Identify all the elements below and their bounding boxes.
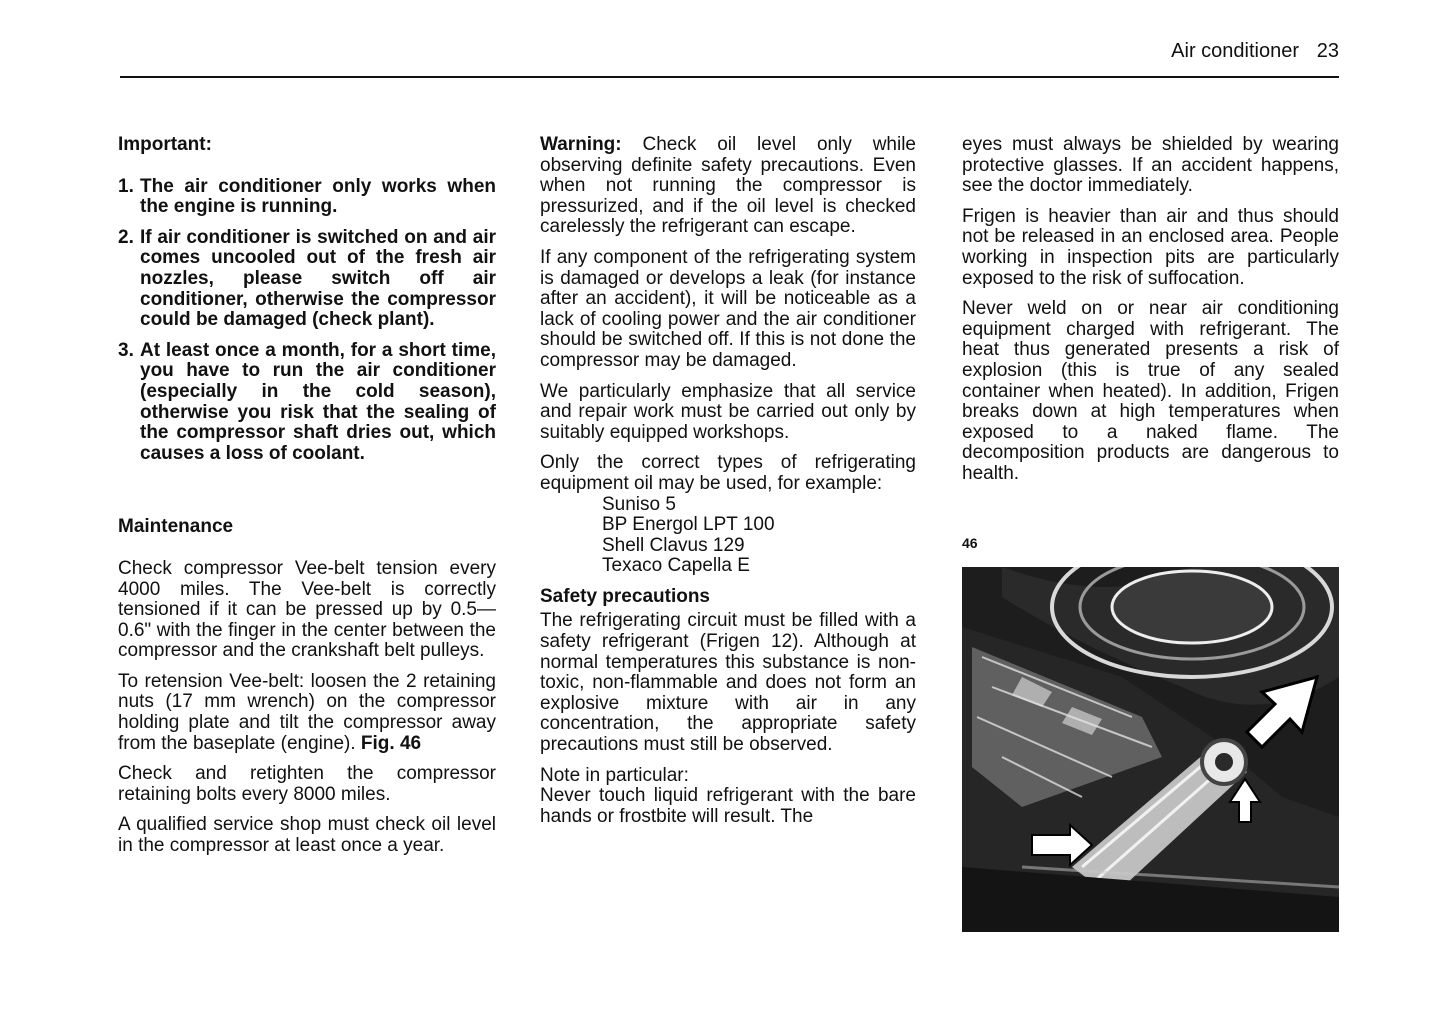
important-heading: Important: <box>118 134 212 155</box>
maintenance-paragraph: Check compressor Vee-belt tension every 4000 miles. The Vee-belt is correctly tensioned if it can be pressed up by 0.5—0.6" with the finger in the center between the compressor and the crankshaft belt pulleys. <box>118 557 496 662</box>
warning-label: Warning: <box>540 134 622 155</box>
safety-paragraph: Frigen is heavier than air and thus should not be released in an enclosed area. People working in inspection pits are particularly exposed to the risk of suffocation. <box>962 205 1339 289</box>
warning-paragraph: If any component of the refrigerating system is damaged or develops a leak (for instance after an accident), it will be noticeable as a lack of cooling power and the air conditioner should be switched off. If this is not done the compressor may be damaged. <box>540 246 916 371</box>
header-title: Air conditioner <box>1171 40 1299 62</box>
list-item: BP Energol LPT 100 <box>602 514 775 536</box>
maintenance-heading: Maintenance <box>118 516 234 538</box>
list-item: Texaco Capella E <box>602 555 750 577</box>
warning-paragraph <box>540 135 916 238</box>
list-item-text: The air conditioner only works when the engine is running. <box>140 175 496 218</box>
safety-heading: Safety precautions <box>540 585 710 607</box>
figure-photo <box>962 567 1339 932</box>
oil-list <box>602 495 916 577</box>
list-item: Shell Clavus 129 <box>602 534 745 556</box>
list-item-number: 3. <box>118 339 134 361</box>
safety-paragraph: eyes must always be shielded by wearing protective glasses. If an accident happens, see the doctor immediately. <box>962 134 1339 197</box>
safety-paragraph: The refrigerating circuit must be filled with a safety refrigerant (Frigen 12). Although at normal temperatures this substance is non-toxic, non-flammable and does not form an explosive mixture with air in any concentration, the appropriate safety precautions must still be observed. <box>540 610 916 756</box>
list-item <box>118 177 496 218</box>
list-item: Suniso 5 <box>602 493 676 515</box>
safety-paragraph: Never touch liquid refrigerant with the bare hands or frostbite will result. The <box>540 785 916 827</box>
warning-paragraph: We particularly emphasize that all service and repair work must be carried out only by suitably equipped workshops. <box>540 380 916 443</box>
list-item-number: 1. <box>118 175 134 197</box>
figure-reference: Fig. 46 <box>360 732 422 754</box>
important-list <box>118 177 496 465</box>
safety-paragraph: Never weld on or near air conditioning equipment charged with refrigerant. The heat thus generated presents a risk of explosion (this is true of any sealed container when heated). In addition, Frigen breaks down at high temperatures when exposed to a naked flame. The decomposition products are dangerous to health. <box>962 298 1339 484</box>
safety-paragraph: Note in particular: <box>540 764 689 786</box>
maintenance-paragraph <box>118 672 496 754</box>
list-item <box>118 341 496 465</box>
maintenance-paragraph-text: To retension Vee-belt: loosen the 2 retaining nuts (17 mm wrench) on the compressor holding plate and tilt the compressor away from the baseplate (engine). <box>118 670 496 754</box>
maintenance-paragraph: Check and retighten the compressor retaining bolts every 8000 miles. <box>118 763 496 805</box>
page-header <box>120 38 1339 78</box>
warning-paragraph: Only the correct types of refrigerating equipment oil may be used, for example: <box>540 452 916 494</box>
warning-text: Check oil level only while observing definite safety precautions. Even when not running the compressor is pressurized, and if the oil level is checked carelessly the refrigerant can escape. <box>540 134 916 238</box>
page-number: 23 <box>1316 40 1339 62</box>
column-right <box>962 135 1339 932</box>
list-item-text: At least once a month, for a short time, you have to run the air conditioner (especially in the cold season), otherwise you risk that the sealing of the compressor shaft dries out, which causes a loss of coolant. <box>140 339 496 464</box>
column-middle <box>540 135 916 837</box>
maintenance-paragraph: A qualified service shop must check oil level in the compressor at least once a year. <box>118 814 496 857</box>
engine-compressor-illustration <box>962 567 1339 932</box>
list-item-number: 2. <box>118 226 134 248</box>
list-item <box>118 228 496 331</box>
list-item-text: If air conditioner is switched on and air comes uncooled out of the fresh air nozzles, please switch off air conditioner, otherwise the compressor could be damaged (check plant). <box>140 226 496 331</box>
figure-label: 46 <box>962 534 978 551</box>
column-left <box>118 135 496 867</box>
